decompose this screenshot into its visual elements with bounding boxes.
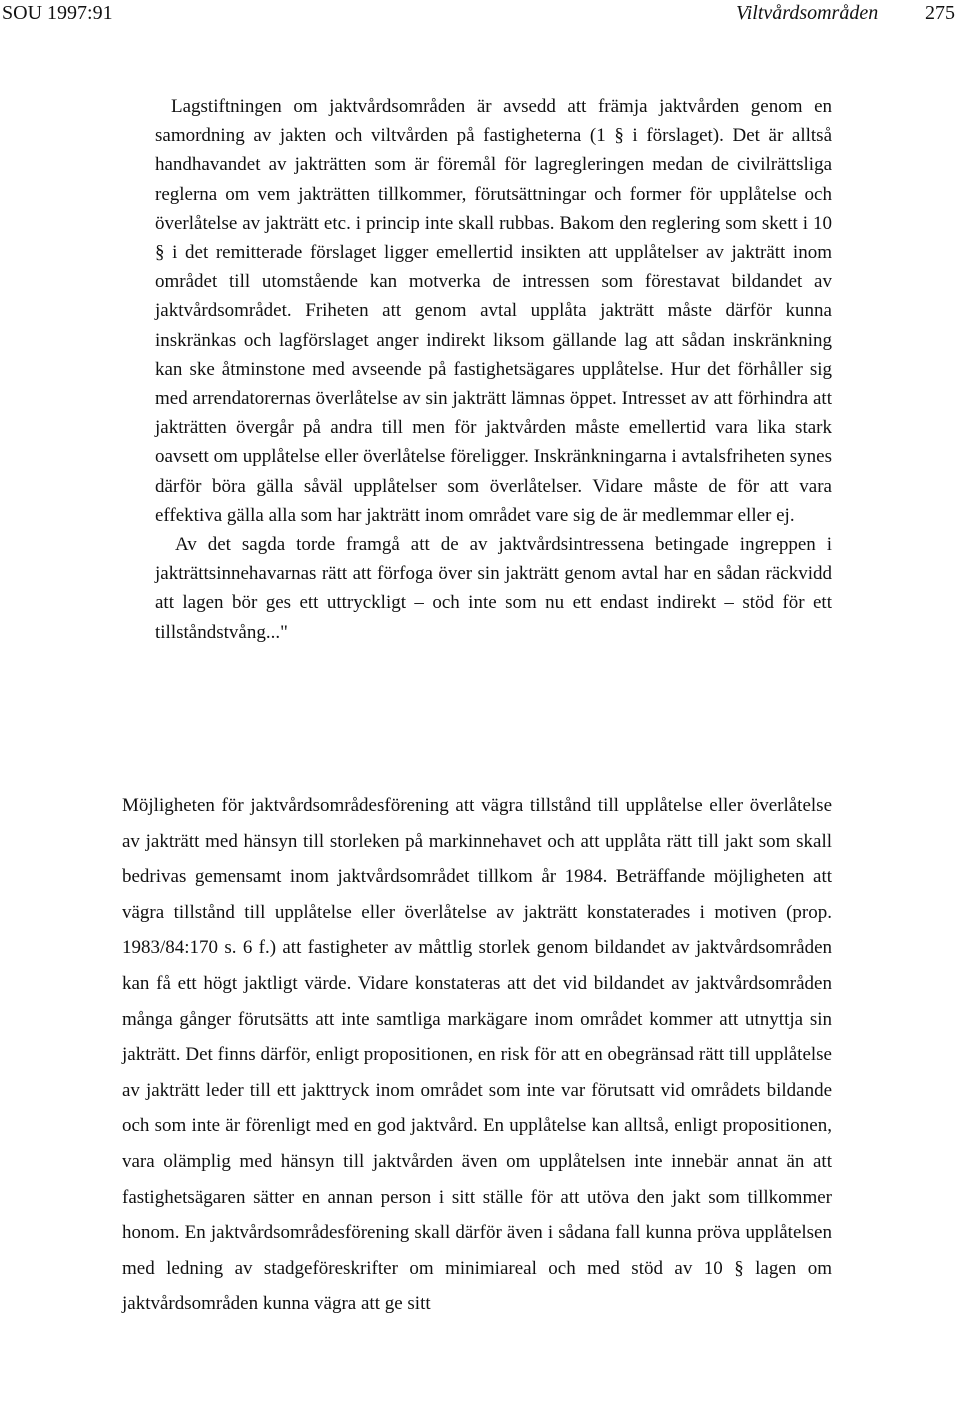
quoted-passage (155, 92, 832, 647)
quote-paragraph-2: Av det sagda torde framgå att de av jaktvårdsintressena betingade ingreppen i jakträttsinnehavarnas rätt att förfoga över sin jakträtt genom avtal har en sådan räckvidd att lagen bör ges ett uttryckligt – och inte som nu ett endast indirekt – stöd för ett tillståndstvång..." (155, 534, 832, 643)
quote-paragraph-1: Lagstiftningen om jaktvårdsområden är avsedd att främja jaktvården genom en samordning av jakten och viltvården på fastigheterna (1 § i förslaget). Det är alltså handhavandet av jakträtten som är föremål för lagregleringen medan de civilrättsliga reglerna om vem jakträtten tillkommer, förutsättningar och former för upplåtelse och överlåtelse av jakträtt etc. i princip inte skall rubbas. Bakom den reglering som skett i 10 § i det remitterade förslaget ligger emellertid insikten att upplåtelser av jakträtt inom området till utomstående kan motverka de intressen som förestavat bildandet av jaktvårdsområdet. Friheten att genom avtal upplåta jakträtt måste därför kunna inskränkas och lagförslaget anger indirekt liksom gällande lag att sådan inskränkning kan ske åtminstone med avseende på fastighetsägares upplåtelse. Hur det förhåller sig med arrendatorernas överlåtelse av sin jakträtt lämnas öppet. Intresset av att förhindra att jakträtten övergår på andra till men för jaktvården måste emellertid vara lika stark oavsett om upplåtelse eller överlåtelse föreligger. Inskränkningarna i avtalsfriheten synes därför böra gälla såväl upplåtelser som överlåtelser. Vidare måste de för att vara effektiva gälla alla som har jakträtt inom området vare sig de är medlemmar eller ej. (155, 96, 832, 526)
page-header (0, 0, 960, 30)
chapter-title: Viltvårdsområden (736, 2, 879, 24)
body-paragraph: Möjligheten för jaktvårdsområdesförening att vägra tillstånd till upplåtelse eller överlåtelse av jakträtt med hänsyn till storleken på markinnehavet och att upplåta rätt till jakt som skall bedrivas gemensamt inom jaktvårdsområdet tillkom år 1984. Beträffande möjligheten att vägra tillstånd till upplåtelse eller överlåtelse av jakträtt konstaterades i motiven (prop. 1983/84:170 s. 6 f.) att fastigheter av måttlig storlek genom bildandet av jaktvårdsområden kan få ett högt jaktligt värde. Vidare konstateras att det vid bildandet av jaktvårdsområden många gånger förutsätts att inte samtliga markägare inom området kommer att utnyttja sin jakträtt. Det finns därför, enligt propositionen, en risk för att en obegränsad rätt till upplåtelse av jakträtt leder till ett jakttryck inom området som inte var förutsatt vid områdets bildande och som inte är förenligt med en god jaktvård. En upplåtelse kan alltså, enligt propositionen, vara olämplig med hänsyn till jaktvården även om upplåtelsen inte innebär annat än att fastighetsägaren sätter en annan person i sitt ställe för att utöva den jakt som tillkommer honom. En jaktvårdsområdesförening skall därför även i sådana fall kunna pröva upplåtelsen med ledning av stadgeföreskrifter om minimiareal och med stöd av 10 § lagen om jaktvårdsområden kunna vägra att ge sitt (122, 795, 832, 1315)
report-series: SOU 1997:91 (2, 2, 113, 24)
body-text (122, 788, 832, 1322)
page-number: 275 (925, 2, 955, 24)
